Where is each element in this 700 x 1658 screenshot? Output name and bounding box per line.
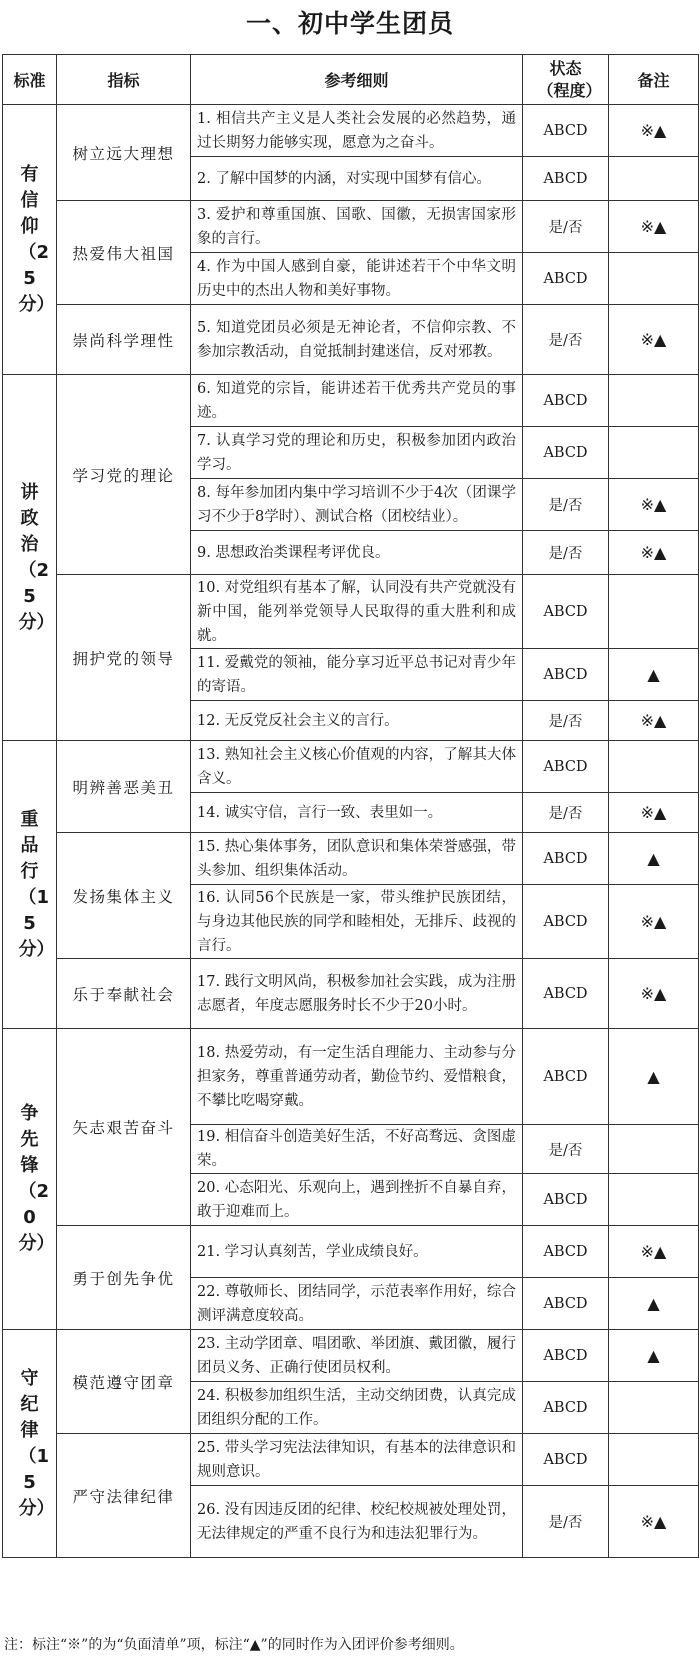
indicator-cell: 乐于奉献社会 <box>57 959 191 1029</box>
status-cell: ABCD <box>523 105 609 157</box>
note-cell: ▲ <box>609 833 699 885</box>
detail-cell: 3. 爱护和尊重国旗、国歌、国徽，无损害国家形象的言行。 <box>191 201 523 253</box>
category-cell <box>3 375 57 741</box>
category-cell <box>3 741 57 1029</box>
status-cell: 是/否 <box>523 1486 609 1558</box>
detail-cell: 17. 践行文明风尚，积极参加社会实践，成为注册志愿者，年度志愿服务时长不少于20小时。 <box>191 959 523 1029</box>
indicator-cell: 拥护党的领导 <box>57 575 191 741</box>
detail-cell: 8. 每年参加团内集中学习培训不少于4次（团课学习不少于8学时）、测试合格（团校结业）。 <box>191 479 523 531</box>
status-cell: 是/否 <box>523 479 609 531</box>
detail-cell: 4. 作为中国人感到自豪，能讲述若干个中华文明历史中的杰出人物和美好事物。 <box>191 253 523 305</box>
status-cell: ABCD <box>523 157 609 201</box>
status-cell: ABCD <box>523 1029 609 1125</box>
note-cell: ▲ <box>609 1278 699 1330</box>
table-row <box>3 741 699 793</box>
evaluation-table <box>2 54 699 1558</box>
indicator-cell: 明辨善恶美丑 <box>57 741 191 833</box>
detail-cell: 13. 熟知社会主义核心价值观的内容，了解其大体含义。 <box>191 741 523 793</box>
status-cell: 是/否 <box>523 793 609 833</box>
detail-cell: 14. 诚实守信，言行一致、表里如一。 <box>191 793 523 833</box>
table-row <box>3 1226 699 1278</box>
note-cell: ▲ <box>609 649 699 701</box>
note-cell <box>609 1434 699 1486</box>
status-cell: ABCD <box>523 575 609 649</box>
indicator-cell: 严守法律纪律 <box>57 1434 191 1558</box>
indicator-cell: 崇尚科学理性 <box>57 305 191 375</box>
detail-cell: 16. 认同56个民族是一家，带头维护民族团结，与身边其他民族的同学和睦相处，无排斥、歧视的言行。 <box>191 885 523 959</box>
detail-cell: 9. 思想政治类课程考评优良。 <box>191 531 523 575</box>
status-cell: ABCD <box>523 833 609 885</box>
status-cell: ABCD <box>523 1278 609 1330</box>
table-row <box>3 305 699 375</box>
status-cell: ABCD <box>523 253 609 305</box>
detail-cell: 21. 学习认真刻苦，学业成绩良好。 <box>191 1226 523 1278</box>
status-cell: ABCD <box>523 1382 609 1434</box>
status-cell: ABCD <box>523 427 609 479</box>
status-cell: ABCD <box>523 885 609 959</box>
note-cell <box>609 427 699 479</box>
status-cell: 是/否 <box>523 531 609 575</box>
note-cell: ※▲ <box>609 531 699 575</box>
footnote: 注：标注“※”的为“负面清单”项，标注“▲”的同时作为入团评价参考细则。 <box>4 1637 464 1653</box>
status-cell: ABCD <box>523 741 609 793</box>
header-category: 标准 <box>3 55 57 105</box>
status-cell: ABCD <box>523 1434 609 1486</box>
category-cell <box>3 1029 57 1330</box>
note-cell: ※▲ <box>609 1226 699 1278</box>
table-row <box>3 201 699 253</box>
note-cell: ※▲ <box>609 885 699 959</box>
detail-cell: 1. 相信共产主义是人类社会发展的必然趋势，通过长期努力能够实现，愿意为之奋斗。 <box>191 105 523 157</box>
status-cell: ABCD <box>523 1226 609 1278</box>
detail-cell: 11. 爱戴党的领袖，能分享习近平总书记对青少年的寄语。 <box>191 649 523 701</box>
status-cell: ABCD <box>523 375 609 427</box>
status-cell: 是/否 <box>523 201 609 253</box>
detail-cell: 24. 积极参加组织生活，主动交纳团费，认真完成团组织分配的工作。 <box>191 1382 523 1434</box>
detail-cell: 6. 知道党的宗旨，能讲述若干优秀共产党员的事迹。 <box>191 375 523 427</box>
indicator-cell: 勇于创先争优 <box>57 1226 191 1330</box>
indicator-cell: 学习党的理论 <box>57 375 191 575</box>
table-row <box>3 1029 699 1125</box>
status-cell: 是/否 <box>523 701 609 741</box>
header-indicator: 指标 <box>57 55 191 105</box>
note-cell <box>609 1125 699 1174</box>
detail-cell: 7. 认真学习党的理论和历史，积极参加团内政治学习。 <box>191 427 523 479</box>
detail-cell: 18. 热爱劳动，有一定生活自理能力、主动参与分担家务，尊重普通劳动者，勤俭节约、爱惜粮食，不攀比吃喝穿戴。 <box>191 1029 523 1125</box>
note-cell: ※▲ <box>609 701 699 741</box>
header-status-label: 状态（程度） <box>537 58 602 100</box>
detail-cell: 23. 主动学团章、唱团歌、举团旗、戴团徽，履行团员义务、正确行使团员权利。 <box>191 1330 523 1382</box>
table-row <box>3 1330 699 1382</box>
category-cell <box>3 105 57 375</box>
indicator-cell: 热爱伟大祖国 <box>57 201 191 305</box>
table-row <box>3 375 699 427</box>
detail-cell: 10. 对党组织有基本了解，认同没有共产党就没有新中国，能列举党领导人民取得的重大胜利和成就。 <box>191 575 523 649</box>
note-cell <box>609 157 699 201</box>
header-detail: 参考细则 <box>191 55 523 105</box>
note-cell <box>609 253 699 305</box>
note-cell <box>609 1382 699 1434</box>
detail-cell: 19. 相信奋斗创造美好生活，不好高骛远、贪图虚荣。 <box>191 1125 523 1174</box>
status-cell: ABCD <box>523 649 609 701</box>
status-cell: ABCD <box>523 1174 609 1226</box>
detail-cell: 20. 心态阳光、乐观向上，遇到挫折不自暴自弃，敢于迎难而上。 <box>191 1174 523 1226</box>
status-cell: ABCD <box>523 959 609 1029</box>
header-note: 备注 <box>609 55 699 105</box>
note-cell: ※▲ <box>609 305 699 375</box>
category-label: 讲政治（25分） <box>18 481 55 633</box>
table-row <box>3 1434 699 1486</box>
note-cell: ※▲ <box>609 105 699 157</box>
indicator-cell: 模范遵守团章 <box>57 1330 191 1434</box>
status-cell: 是/否 <box>523 305 609 375</box>
table-row <box>3 105 699 157</box>
status-cell: 是/否 <box>523 1125 609 1174</box>
category-label: 有信仰（25分） <box>18 163 55 315</box>
note-cell <box>609 375 699 427</box>
page-title: 一、初中学生团员 <box>245 9 454 38</box>
note-cell <box>609 1174 699 1226</box>
note-cell: ▲ <box>609 1330 699 1382</box>
category-label: 重品行（15分） <box>18 808 55 960</box>
detail-cell: 12. 无反党反社会主义的言行。 <box>191 701 523 741</box>
category-cell <box>3 1330 57 1558</box>
indicator-cell: 树立远大理想 <box>57 105 191 201</box>
note-cell: ※▲ <box>609 793 699 833</box>
detail-cell: 5. 知道党团员必须是无神论者，不信仰宗教、不参加宗教活动，自觉抵制封建迷信，反对邪教。 <box>191 305 523 375</box>
header-status <box>523 55 609 105</box>
category-label: 争先锋（20分） <box>18 1103 55 1254</box>
note-cell: ※▲ <box>609 1486 699 1558</box>
category-label: 守纪律（15分） <box>18 1367 55 1519</box>
table-row <box>3 833 699 885</box>
note-cell: ※▲ <box>609 479 699 531</box>
note-cell <box>609 741 699 793</box>
status-cell: ABCD <box>523 1330 609 1382</box>
indicator-cell: 发扬集体主义 <box>57 833 191 959</box>
detail-cell: 22. 尊敬师长、团结同学，示范表率作用好，综合测评满意度较高。 <box>191 1278 523 1330</box>
detail-cell: 15. 热心集体事务，团队意识和集体荣誉感强，带头参加、组织集体活动。 <box>191 833 523 885</box>
note-cell: ※▲ <box>609 959 699 1029</box>
table-row <box>3 959 699 1029</box>
detail-cell: 26. 没有因违反团的纪律、校纪校规被处理处罚，无法律规定的严重不良行为和违法犯罪行为。 <box>191 1486 523 1558</box>
note-cell: ▲ <box>609 1029 699 1125</box>
table-row <box>3 575 699 649</box>
note-cell: ※▲ <box>609 201 699 253</box>
detail-cell: 25. 带头学习宪法法律知识，有基本的法律意识和规则意识。 <box>191 1434 523 1486</box>
header-row <box>3 55 699 105</box>
indicator-cell: 矢志艰苦奋斗 <box>57 1029 191 1226</box>
detail-cell: 2. 了解中国梦的内涵，对实现中国梦有信心。 <box>191 157 523 201</box>
note-cell <box>609 575 699 649</box>
